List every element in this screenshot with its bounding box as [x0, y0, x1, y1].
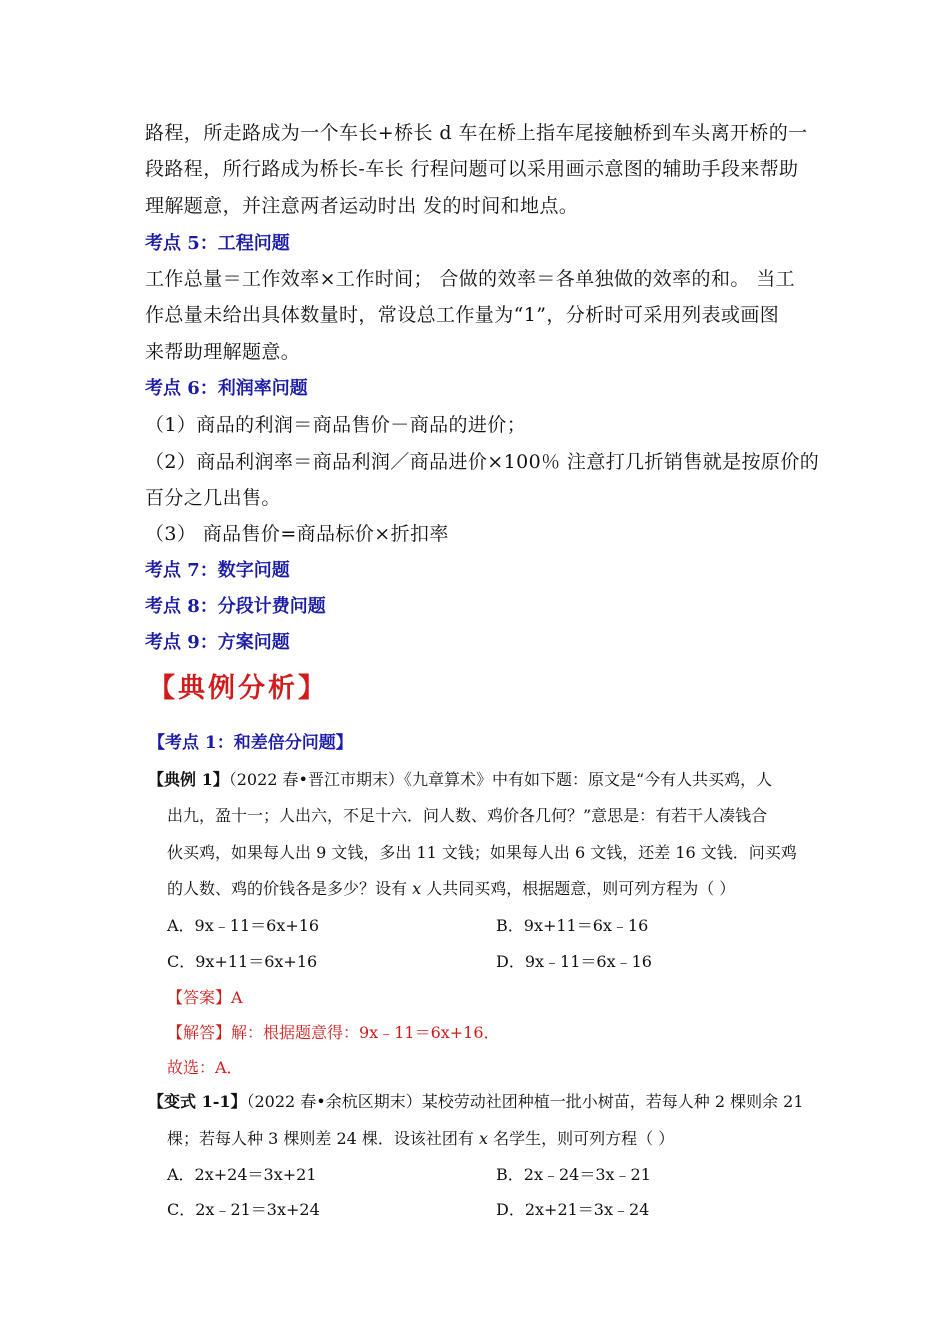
- variant1-option-a: A．2x+24＝3x+21: [167, 1165, 317, 1184]
- variant1-text-1: （2022 春•余杭区期末）某校劳动社团种植一批小树苗，若每人种 2 棵则余 21: [246, 1092, 804, 1111]
- example1-option-d: D．9x﹣11＝6x﹣16: [496, 952, 652, 971]
- kp6-item-2a: （2）商品利润率＝商品利润／商品进价×100％ 注意打几折销售就是按原价的: [145, 451, 820, 473]
- example1-choose: 故选：A．: [167, 1058, 243, 1077]
- kp6-item-1: （1）商品的利润＝商品售价－商品的进价；: [145, 414, 527, 436]
- variant1-label: 【变式 1-1】: [148, 1092, 247, 1111]
- variant1-option-b: B．2x﹣24＝3x﹣21: [496, 1165, 651, 1184]
- kp5-line-3: 来帮助理解题意。: [145, 341, 301, 363]
- example1-option-c: C．9x+11＝6x+16: [167, 952, 318, 971]
- variant1-line-1: [148, 1089, 804, 1112]
- example1-line-1: [148, 767, 772, 790]
- kp6-title: 考点 6：利润率问题: [145, 378, 308, 399]
- intro-line-2: 段路程，所行路成为桥长-车长 行程问题可以采用画示意图的辅助手段来帮助: [145, 158, 799, 180]
- intro-line-1: 路程，所走路成为一个车长+桥长 d 车在桥上指车尾接触桥到车头离开桥的一: [145, 122, 808, 144]
- kp5-line-2: 作总量未给出具体数量时，常设总工作量为“1”，分析时可采用列表或画图: [145, 304, 780, 326]
- kp6-item-3: （3） 商品售价=商品标价×折扣率: [145, 523, 449, 545]
- example1-option-b: B．9x+11＝6x﹣16: [496, 916, 649, 935]
- example1-text-1: （2022 春•晋江市期末）《九章算术》中有如下题：原文是“今有人共买鸡，人: [228, 770, 773, 789]
- variant1-line-2: 棵；若每人种 3 棵则差 24 棵．设该社团有 x 名学生，则可列方程（ ）: [167, 1129, 675, 1148]
- intro-line-3: 理解题意，并注意两者运动时出 发的时间和地点。: [145, 195, 579, 217]
- kp7-title: 考点 7：数字问题: [145, 560, 290, 581]
- kp1-heading: 【考点 1：和差倍分问题】: [148, 733, 353, 753]
- example1-line-3: 伙买鸡，如果每人出 9 文钱，多出 11 文钱；如果每人出 6 文钱，还差 16 文钱．问买鸡: [167, 843, 797, 862]
- example1-line-2: 出九，盈十一；人出六，不足十六．问人数、鸡价各几何？”意思是：有若干人凑钱合: [167, 806, 768, 825]
- kp8-title: 考点 8：分段计费问题: [145, 596, 326, 617]
- kp5-line-1: 工作总量＝工作效率×工作时间； 合做的效率＝各单独做的效率的和。 当工: [145, 268, 796, 290]
- variant1-option-d: D．2x+21＝3x﹣24: [496, 1200, 650, 1219]
- example1-answer: 【答案】A: [167, 988, 243, 1007]
- example1-label: 【典例 1】: [148, 770, 229, 789]
- variant1-option-c: C．2x﹣21＝3x+24: [167, 1200, 320, 1219]
- example1-option-a: A．9x﹣11＝6x+16: [167, 916, 320, 935]
- example1-solution: 【解答】解：根据题意得：9x﹣11＝6x+16．: [167, 1023, 500, 1042]
- kp6-item-2b: 百分之几出售。: [145, 487, 281, 509]
- kp5-title: 考点 5：工程问题: [145, 233, 290, 254]
- kp9-title: 考点 9：方案问题: [145, 632, 290, 653]
- example1-line-4: 的人数、鸡的价钱各是多少？设有 x 人共同买鸡，根据题意，则可列方程为（ ）: [167, 879, 736, 898]
- section-title: 【典例分析】: [148, 673, 328, 704]
